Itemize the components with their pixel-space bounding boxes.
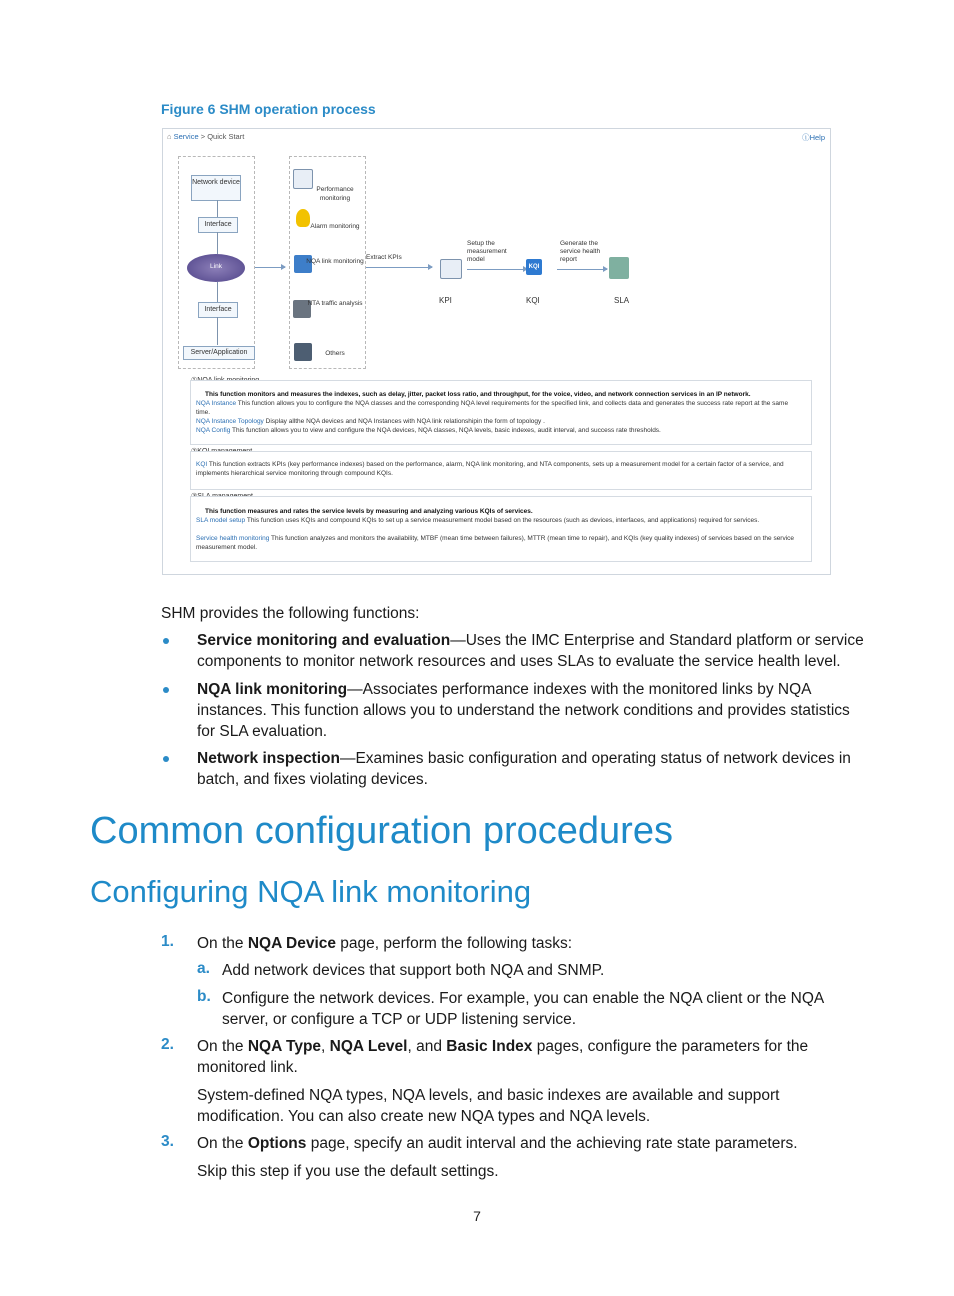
step-text-part: On the [197, 935, 248, 952]
page-number: 7 [473, 1208, 481, 1224]
extract-kpis-label: Extract KPIs [366, 254, 402, 261]
help-icon: ⓘ [802, 133, 810, 142]
extract-arrow [366, 267, 432, 268]
nqa-link-monitoring-label: NQA link monitoring [306, 258, 364, 265]
nta-traffic-analysis-label: NTA traffic analysis [307, 300, 363, 307]
link-to-monitors-arrow [255, 267, 285, 268]
connector [217, 232, 218, 254]
server-application-node: Server/Application [183, 346, 255, 360]
bullet-term: Service monitoring and evaluation [197, 632, 451, 649]
nqa-level-term: NQA Level [329, 1038, 408, 1055]
setup-arrow [467, 269, 527, 270]
basic-index-term: Basic Index [446, 1038, 533, 1055]
box1-intro: This function monitors and measures the indexes, such as delay, jitter, packet loss ratio, and throughput, for the voice, video, and network connection services in an IP network. [205, 391, 751, 398]
bullet-text: —Associates performance indexes with the monitored links by NQA instances. This function allows you to understand the network conditions and provides statistics for SLA evaluation. [197, 681, 850, 740]
connector [217, 200, 218, 217]
substep-text: Configure the network devices. For example, you can enable the NQA client or the NQA server, or configure a TCP or UDP listening service. [222, 990, 824, 1028]
nqa-link-monitoring-box [190, 380, 812, 445]
sla-management-box [190, 496, 812, 562]
step-number: 1. [161, 933, 174, 950]
kqi-management-box [190, 451, 812, 490]
connector [217, 282, 218, 302]
breadcrumb [167, 132, 244, 141]
figure-screenshot [162, 128, 831, 575]
nqa-instance-text: This function allows you to configure the NQA classes and the corresponding NQA level requirements for the specified link, and collects data and generates the success rate report at the same time. [196, 400, 789, 416]
others-label: Others [325, 350, 345, 357]
box3-intro: This function measures and rates the service levels by measuring and analyzing various KQIs of services. [205, 508, 533, 515]
nqa-instance-topology-link[interactable]: NQA Instance Topology [196, 418, 264, 425]
bullet-item [197, 679, 865, 742]
sla-report-icon [609, 257, 629, 279]
step-note: Skip this step if you use the default settings. [197, 1163, 499, 1180]
bullet-dot [163, 638, 169, 644]
generate-report-label: Generate the service health report [560, 240, 601, 263]
step-text-part: page, perform the following tasks: [336, 935, 573, 952]
home-icon: ⌂ [167, 132, 172, 141]
intro-paragraph: SHM provides the following functions: [161, 605, 420, 622]
step-text-part: pages, configure the parameters for the monitored link. [197, 1038, 809, 1076]
generate-arrow [557, 269, 607, 270]
kqi-label: KQI [526, 296, 540, 305]
bullet-dot [163, 687, 169, 693]
connector [217, 317, 218, 345]
link-cloud: Link [187, 254, 245, 282]
figure-caption: Figure 6 SHM operation process [161, 101, 376, 117]
nqa-config-text: This function allows you to view and configure the NQA devices, NQA classes, NQA levels, basic indexes, audit interval, and success rate thresholds. [230, 427, 661, 434]
bullet-text: —Uses the IMC Enterprise and Standard platform or service components to monitor network resources and uses SLAs to evaluate the service health level. [197, 632, 864, 670]
sla-model-setup-link[interactable]: SLA model setup [196, 517, 246, 524]
step-text-part: On the [197, 1038, 248, 1055]
kqi-badge-icon: KQI [526, 259, 542, 275]
step-text-part: On the [197, 1135, 248, 1152]
bullet-term: Network inspection [197, 750, 340, 767]
nqa-instance-link[interactable]: NQA Instance [196, 400, 237, 407]
network-device-node: Network device [191, 175, 241, 201]
kqi-text: This function extracts KPIs (key performance indexes) based on the performance, alarm, NQA link monitoring, and NTA components, sets up a measurement model for a certain factor of a service, and implements hierarchical service monitoring through compound KQIs. [196, 461, 784, 477]
step-text-part: , [321, 1038, 330, 1055]
breadcrumb-service-link[interactable]: Service [173, 132, 199, 141]
service-health-monitoring-link[interactable]: Service health monitoring [196, 535, 270, 542]
kpi-chart-icon [440, 259, 462, 279]
substep-letter: a. [197, 960, 210, 977]
step-text [197, 1036, 857, 1078]
nqa-type-term: NQA Type [247, 1038, 322, 1055]
step-text-part: page, specify an audit interval and the achieving rate state parameters. [306, 1135, 798, 1152]
interface-bottom-node: Interface [198, 302, 238, 318]
sla-label: SLA [614, 296, 630, 305]
step-text-part: , and [407, 1038, 447, 1055]
step-note: System-defined NQA types, NQA levels, and basic indexes are available and support modification. You can also create new NQA types and NQA levels. [197, 1087, 780, 1125]
bullet-item [197, 630, 865, 672]
kqi-link[interactable]: KQI [196, 461, 208, 468]
breadcrumb-separator: > [198, 132, 208, 141]
performance-monitoring-label: Performance monitoring [316, 186, 354, 202]
breadcrumb-current: Quick Start [207, 132, 245, 141]
section-heading: Common configuration procedures [90, 810, 673, 852]
step-number: 2. [161, 1036, 174, 1053]
bullet-dot [163, 756, 169, 762]
nqa-device-term: NQA Device [247, 935, 336, 952]
interface-top-node: Interface [198, 217, 238, 233]
setup-model-label: Setup the measurement model [467, 240, 507, 263]
kpi-label: KPI [439, 296, 452, 305]
bullet-text: —Examines basic configuration and operating status of network devices in batch, and fixes violating devices. [197, 750, 851, 788]
subsection-heading: Configuring NQA link monitoring [90, 874, 532, 909]
bullet-term: NQA link monitoring [197, 681, 348, 698]
help-link[interactable] [802, 132, 825, 143]
help-label: Help [809, 133, 825, 142]
nqa-instance-topology-text: Display allthe NQA devices and NQA Instances with NQA link relationshipin the form of topology . [263, 418, 545, 425]
sla-model-setup-text: This function uses KQIs and compound KQIs to set up a service measurement model based on the resources (such as devices, interfaces, and applications) required for services. [245, 517, 760, 524]
options-term: Options [247, 1135, 307, 1152]
service-health-monitoring-text: This function analyzes and monitors the availability, MTBF (mean time between failures), MTTR (mean time to repair), and KQIs (key quality indexes) of services based on the service measurement model. [196, 535, 795, 551]
alarm-monitoring-label: Alarm monitoring [310, 223, 360, 230]
step-number: 3. [161, 1133, 174, 1150]
bullet-item [197, 748, 865, 790]
step-text [197, 933, 865, 954]
substep-text: Add network devices that support both NQA and SNMP. [222, 962, 605, 979]
substep-letter: b. [197, 988, 211, 1005]
nqa-config-link[interactable]: NQA Config [196, 427, 231, 434]
step-text [197, 1133, 865, 1154]
